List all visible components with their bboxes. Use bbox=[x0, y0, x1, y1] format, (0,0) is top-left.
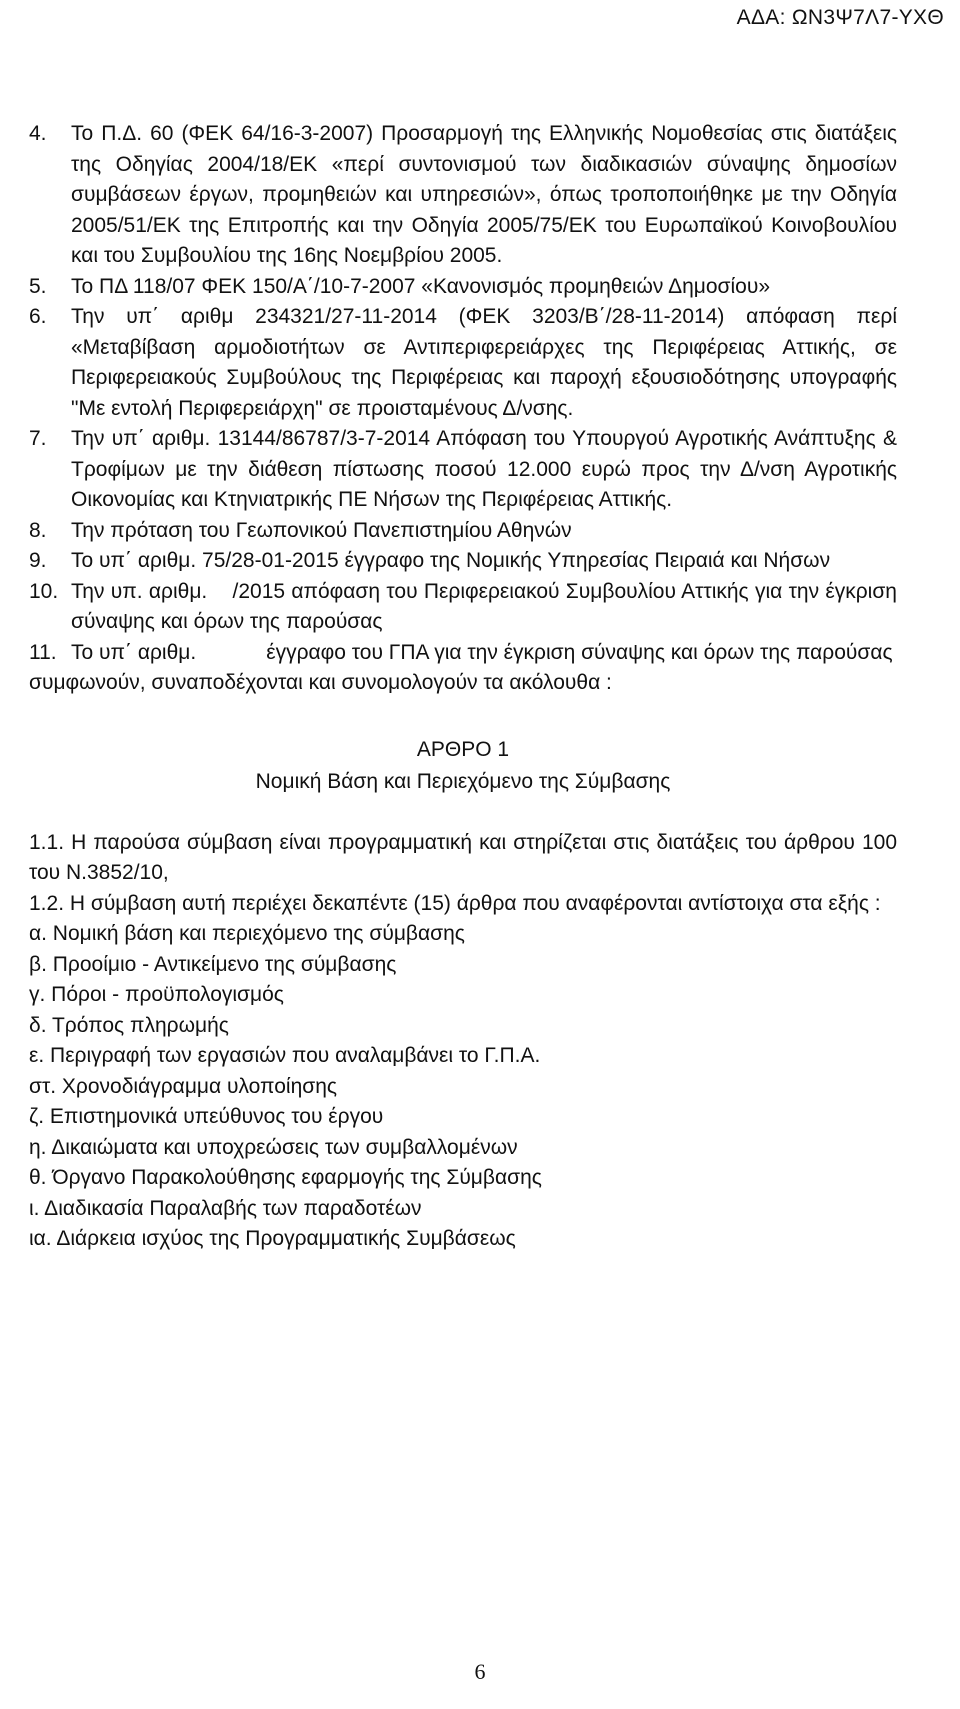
item-number: 11. bbox=[29, 640, 57, 664]
item-number: 10. bbox=[29, 579, 59, 603]
list-item bbox=[29, 516, 897, 547]
contents-item: ι. Διαδικασία Παραλαβής των παραδοτέων bbox=[29, 1196, 422, 1220]
contents-item: α. Νομική βάση και περιεχόμενο της σύμβασης bbox=[29, 922, 465, 945]
contents-item: γ. Πόροι - προϋπολογισμός bbox=[29, 983, 284, 1006]
item-number: 9. bbox=[29, 549, 47, 572]
contents-list bbox=[29, 919, 897, 1255]
agreement-line: συμφωνούν, συναποδέχονται και συνομολογούν τα ακόλουθα : bbox=[29, 671, 612, 694]
contents-item: ζ. Επιστημονικά υπεύθυνος του έργου bbox=[29, 1105, 384, 1128]
item-text: Την πρόταση του Γεωπονικού Πανεπιστημίου Αθηνών bbox=[71, 518, 572, 542]
list-item bbox=[29, 302, 897, 424]
article-heading: ΑΡΘΡΟ 1 bbox=[416, 737, 510, 761]
contents-item: η. Δικαιώματα και υποχρεώσεις των συμβαλλομένων bbox=[29, 1135, 518, 1159]
contents-item: δ. Τρόπος πληρωμής bbox=[29, 1013, 229, 1037]
contents-item: θ. Όργανο Παρακολούθησης εφαρμογής της Σύμβασης bbox=[29, 1166, 542, 1189]
item-text: Την υπ΄ αριθμ 234321/27-11-2014 (ΦΕΚ 3203/Β΄/28-11-2014) απόφαση περί «Μεταβίβαση αρμοδιοτήτων σε Αντιπεριφερειάρχες της Περιφέρειας Αττικής, σε Περιφερειακούς Συμβούλους της Περιφέρειας και παροχή εξουσιοδότησης υπογραφής "Με εντολή Περιφερειάρχη" σε προισταμένους Δ/νσης. bbox=[71, 305, 897, 420]
article-subheading: Νομική Βάση και Περιεχόμενο της Σύμβασης bbox=[255, 769, 671, 793]
item-number: 6. bbox=[29, 305, 47, 328]
item-number: 8. bbox=[29, 518, 47, 542]
page-number: 6 bbox=[474, 1659, 486, 1684]
item-text: Την υπ΄ αριθμ. 13144/86787/3-7-2014 Απόφαση του Υπουργού Αγροτικής Ανάπτυξης & Τροφίμων με την διάθεση πίστωσης ποσού 12.000 ευρώ προς την Δ/νση Αγροτικής Οικονομίας και Κτηνιατρικής ΠΕ Νήσων της Περιφέρειας Αττικής. bbox=[71, 427, 897, 511]
list-item bbox=[29, 119, 897, 272]
item-text: Την υπ. αριθμ. /2015 απόφαση του Περιφερειακού Συμβουλίου Αττικής για την έγκριση σύναψης και όρων της παρούσας bbox=[71, 579, 903, 633]
item-text: Το Π.Δ. 60 (ΦΕΚ 64/16-3-2007) Προσαρμογή της Ελληνικής Νομοθεσίας στις διατάξεις της Οδηγίας 2004/18/ΕΚ «περί συντονισμού των διαδικασιών σύναψης δημοσίων συμβάσεων έργων, προμηθειών και υπηρεσιών», όπως τροποποιήθηκε με την Οδηγία 2005/51/ΕΚ της Επιτροπής και την Οδηγία 2005/75/ΕΚ του Ευρωπαϊκού Κοινοβουλίου και του Συμβουλίου της 16ης Νοεμβρίου 2005. bbox=[71, 122, 897, 267]
item-number: 4. bbox=[29, 122, 47, 145]
paragraph-1-1: 1.1. Η παρούσα σύμβαση είναι προγραμματική και στηρίζεται στις διατάξεις του άρθρου 100 του Ν.3852/10, bbox=[29, 830, 897, 884]
item-number: 5. bbox=[29, 274, 47, 298]
document-body bbox=[29, 119, 903, 1255]
paragraph-1-2: 1.2. Η σύμβαση αυτή περιέχει δεκαπέντε (15) άρθρα που αναφέρονται αντίστοιχα στα εξής : bbox=[29, 891, 881, 915]
list-item bbox=[29, 272, 897, 303]
list-item bbox=[29, 546, 897, 577]
item-number: 7. bbox=[29, 427, 47, 450]
ada-code: ΑΔΑ: ΩΝ3Ψ7Λ7-ΥΧΘ bbox=[736, 6, 944, 29]
list-item bbox=[29, 577, 903, 638]
item-text: Το υπ΄ αριθμ. 75/28-01-2015 έγγραφο της Νομικής Υπηρεσίας Πειραιά και Νήσων bbox=[71, 549, 831, 572]
list-item bbox=[29, 424, 897, 516]
contents-item: ε. Περιγραφή των εργασιών που αναλαμβάνει το Γ.Π.Α. bbox=[29, 1044, 541, 1067]
contents-item: στ. Χρονοδιάγραμμα υλοποίησης bbox=[29, 1074, 338, 1098]
contents-item: β. Προοίμιο - Αντικείμενο της σύμβασης bbox=[29, 952, 397, 976]
item-text: Το υπ΄ αριθμ. έγγραφο του ΓΠΑ για την έγκριση σύναψης και όρων της παρούσας bbox=[71, 640, 893, 664]
list-item bbox=[29, 638, 897, 669]
contents-item: ια. Διάρκεια ισχύος της Προγραμματικής Συμβάσεως bbox=[29, 1227, 516, 1250]
item-text: Το ΠΔ 118/07 ΦΕΚ 150/Α΄/10-7-2007 «Κανονισμός προμηθειών Δημοσίου» bbox=[71, 274, 771, 298]
